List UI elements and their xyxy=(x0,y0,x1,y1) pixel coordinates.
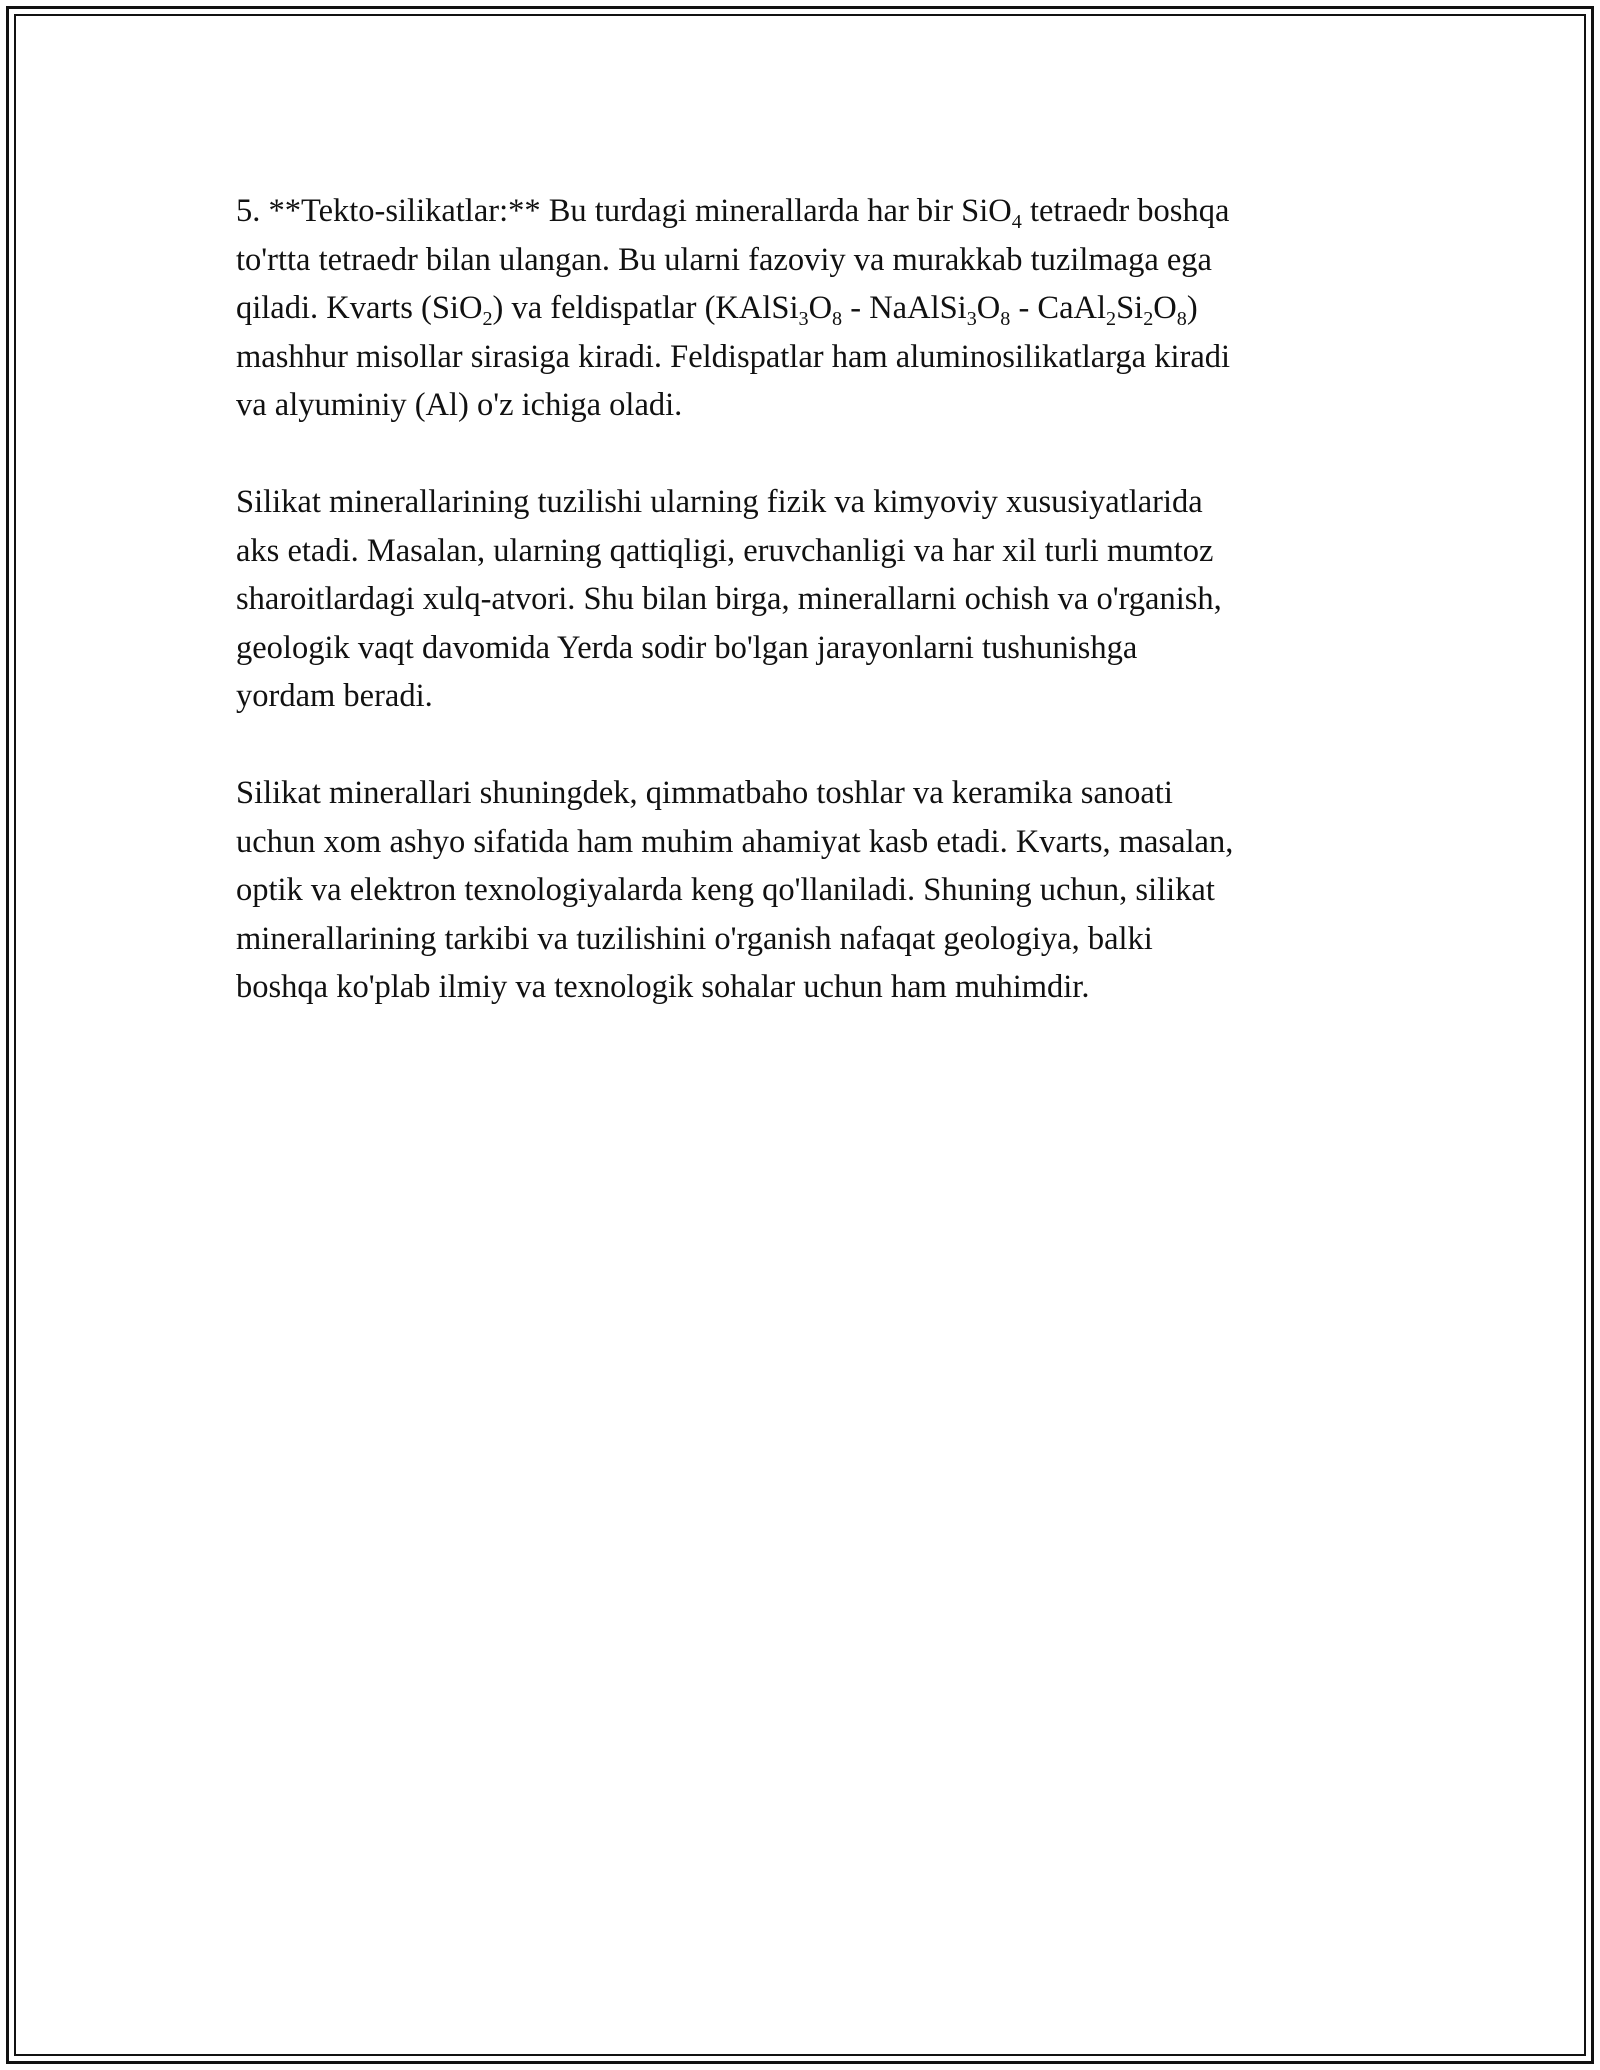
text-run: mashhur misollar sirasiga kiradi. Feldispatlar ham aluminosilikatlarga kiradi xyxy=(236,338,1231,375)
paragraph-silikat-ahamiyati xyxy=(236,769,1396,1012)
text-line xyxy=(236,672,1396,721)
text-run: ) xyxy=(1186,290,1198,326)
subscript: 8 xyxy=(1000,308,1011,331)
text-line xyxy=(236,381,1396,430)
subscript: 2 xyxy=(1143,308,1154,331)
paragraph-silikat-tuzilishi xyxy=(236,478,1396,721)
text-line xyxy=(236,866,1396,915)
text-run: O xyxy=(1153,290,1177,326)
text-run: O xyxy=(808,290,833,326)
subscript: 3 xyxy=(966,308,977,331)
text-line xyxy=(236,769,1396,818)
text-run: - NaAlSi xyxy=(842,290,967,326)
text-run: tetraedr boshqa xyxy=(1021,193,1230,229)
text-line xyxy=(236,624,1396,673)
text-run: minerallarining tarkibi va tuzilishini o'rganish nafaqat geologiya, balki xyxy=(236,920,1153,957)
text-run: - CaAl xyxy=(1010,290,1107,326)
text-run: aks etadi. Masalan, ularning qattiqligi, eruvchanligi va har xil turli mumtoz xyxy=(236,532,1214,569)
text-line xyxy=(236,333,1396,382)
subscript: 2 xyxy=(482,308,493,331)
text-run: boshqa ko'plab ilmiy va texnologik sohalar uchun ham muhimdir. xyxy=(236,969,1090,1005)
text-run: to'rtta tetraedr bilan ulangan. Bu ularni fazoviy va murakkab tuzilmaga ega xyxy=(236,241,1212,278)
text-line xyxy=(236,818,1396,867)
text-line xyxy=(236,478,1396,527)
text-line xyxy=(236,527,1396,576)
text-run: uchun xom ashyo sifatida ham muhim ahamiyat kasb etadi. Kvarts, masalan, xyxy=(236,823,1234,860)
text-run: optik va elektron texnologiyalarda keng qo'llaniladi. Shuning uchun, silikat xyxy=(236,872,1215,908)
text-run: Silikat minerallari shuningdek, qimmatbaho toshlar va keramika sanoati xyxy=(236,775,1173,811)
text-line xyxy=(236,284,1396,333)
text-line xyxy=(236,236,1396,285)
paragraph-tekto-silikatlar xyxy=(236,187,1396,430)
text-run: geologik vaqt davomida Yerda sodir bo'lgan jarayonlarni tushunishga xyxy=(236,629,1138,666)
text-run: ) va feldispatlar (KAlSi xyxy=(492,290,799,326)
subscript: 3 xyxy=(798,308,809,331)
subscript: 8 xyxy=(832,308,843,331)
text-run: yordam beradi. xyxy=(236,678,433,714)
text-run: O xyxy=(976,290,1001,326)
subscript: 8 xyxy=(1176,308,1187,331)
subscript: 4 xyxy=(1011,211,1022,234)
text-run: qiladi. Kvarts (SiO xyxy=(236,290,483,326)
document-body xyxy=(236,187,1396,1060)
text-line xyxy=(236,915,1396,964)
text-run: sharoitlardagi xulq-atvori. Shu bilan birga, minerallarni ochish va o'rganish, xyxy=(236,581,1222,617)
text-run: Si xyxy=(1116,290,1144,326)
text-run: Silikat minerallarining tuzilishi ularning fizik va kimyoviy xususiyatlarida xyxy=(236,484,1203,520)
text-line xyxy=(236,963,1396,1012)
subscript: 2 xyxy=(1106,308,1117,331)
text-run: va alyuminiy (Al) o'z ichiga oladi. xyxy=(236,387,683,423)
text-line xyxy=(236,575,1396,624)
text-run: 5. **Tekto-silikatlar:** Bu turdagi minerallarda har bir SiO xyxy=(236,193,1012,229)
text-line xyxy=(236,187,1396,236)
